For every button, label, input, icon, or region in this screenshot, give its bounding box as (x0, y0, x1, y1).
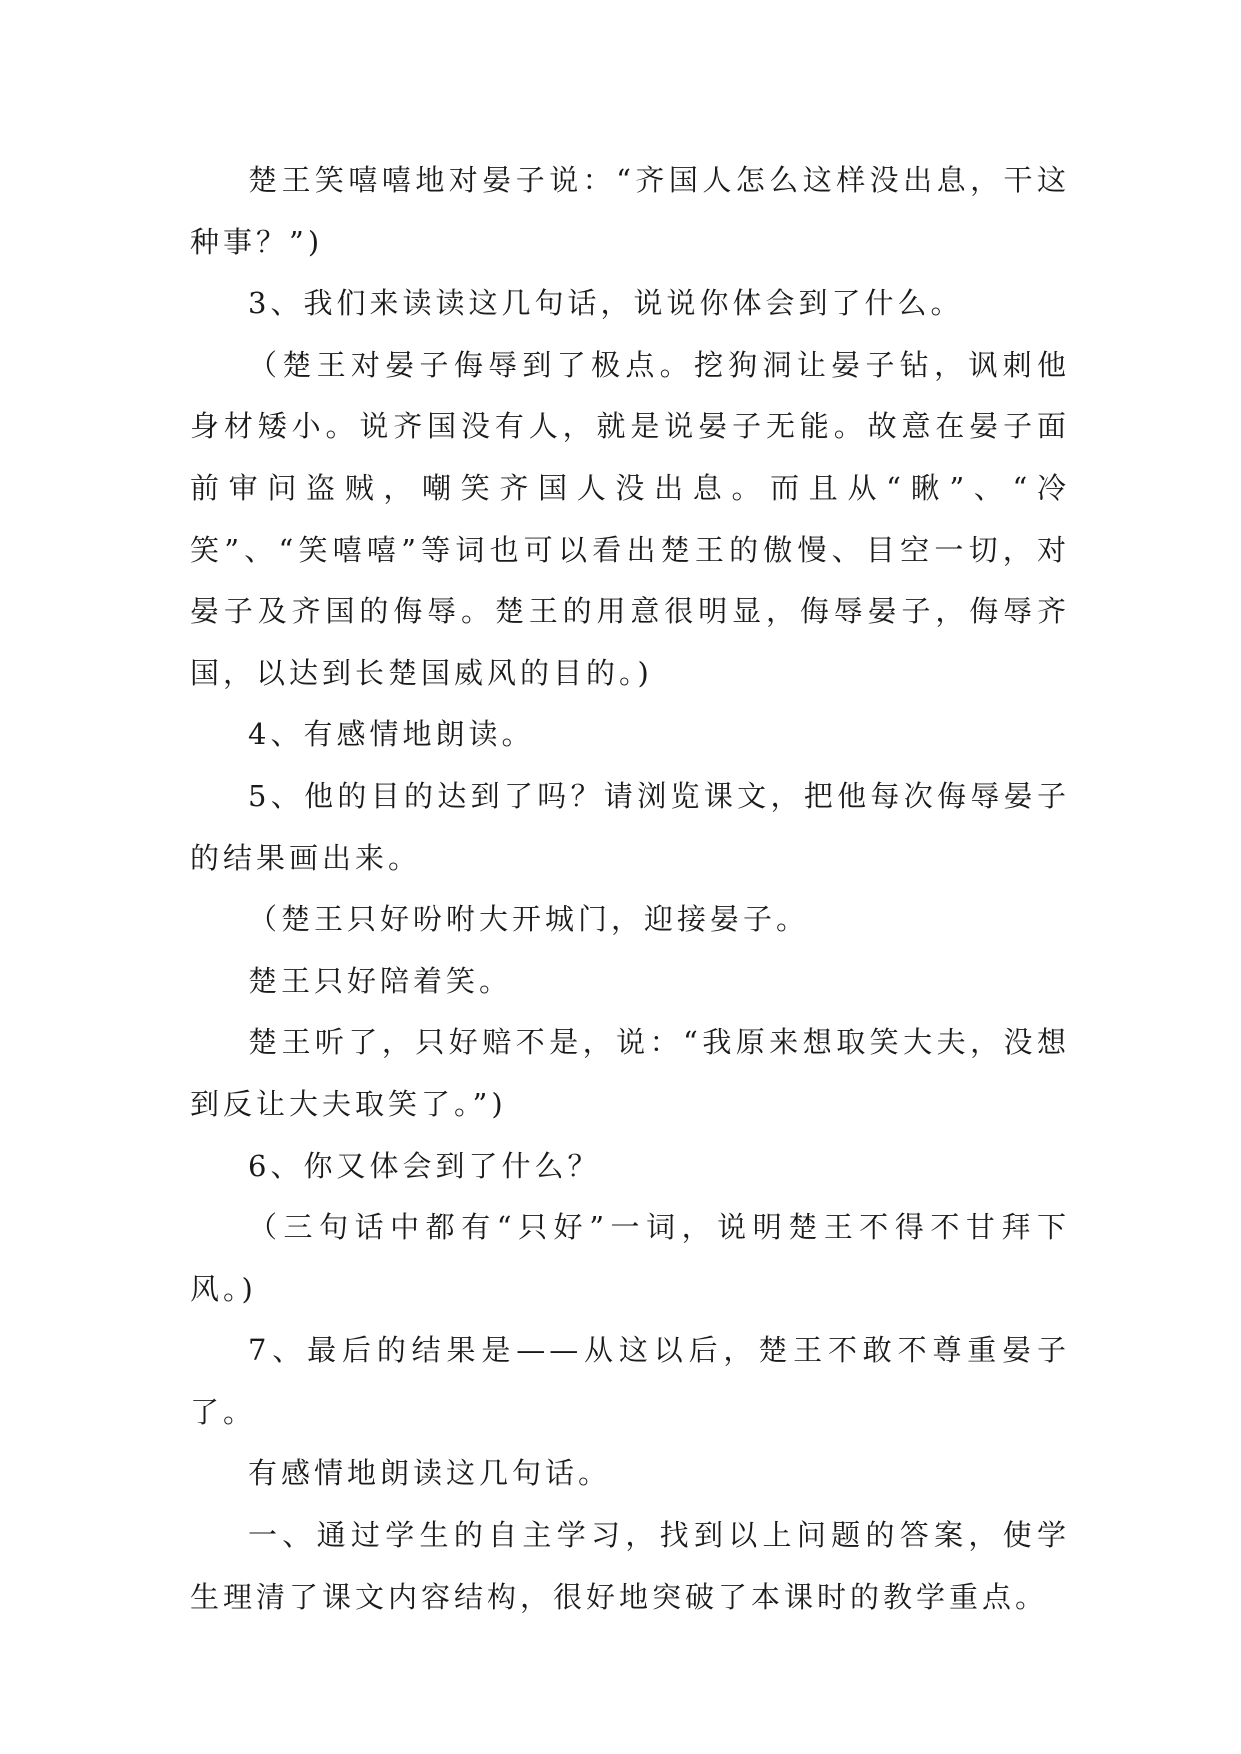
paragraph-10: （三句话中都有“只好”一词，说明楚王不得不甘拜下风。) (190, 1210, 1070, 1306)
paragraph-1: 楚王笑嘻嘻地对晏子说：“齐国人怎么这样没出息，干这种事？”) (190, 163, 1070, 259)
paragraph-12: 有感情地朗读这几句话。 (248, 1456, 612, 1491)
paragraph-7: 楚王只好陪着笑。 (248, 963, 513, 998)
paragraph-3: （楚王对晏子侮辱到了极点。挖狗洞让晏子钻，讽刺他身材矮小。说齐国没有人，就是说晏子无能。故意在晏子面前审问盗贼，嘲笑齐国人没出息。而且从“瞅”、“冷笑”、“笑嘻嘻”等词也可以看出楚王的傲慢、目空一切，对晏子及齐国的侮辱。楚王的用意很明显，侮辱晏子，侮辱齐国，以达到长楚国威风的目的。) (190, 347, 1070, 690)
paragraph-13: 一、通过学生的自主学习，找到以上问题的答案，使学生理清了课文内容结构，很好地突破了本课时的教学重点。 (190, 1518, 1070, 1614)
paragraph-2: 3、我们来读读这几句话，说说你体会到了什么。 (248, 286, 964, 321)
paragraph-11: 7、最后的结果是——从这以后，楚王不敢不尊重晏子了。 (190, 1333, 1070, 1429)
paragraph-5: 5、他的目的达到了吗？请浏览课文，把他每次侮辱晏子的结果画出来。 (190, 778, 1070, 875)
paragraph-4: 4、有感情地朗读。 (248, 717, 535, 752)
paragraph-9: 6、你又体会到了什么？ (248, 1148, 601, 1183)
document-body (190, 150, 1070, 1628)
paragraph-8: 楚王听了，只好赔不是，说：“我原来想取笑大夫，没想到反让大夫取笑了。”) (190, 1025, 1070, 1121)
paragraph-6: （楚王只好吩咐大开城门，迎接晏子。 (248, 902, 810, 937)
